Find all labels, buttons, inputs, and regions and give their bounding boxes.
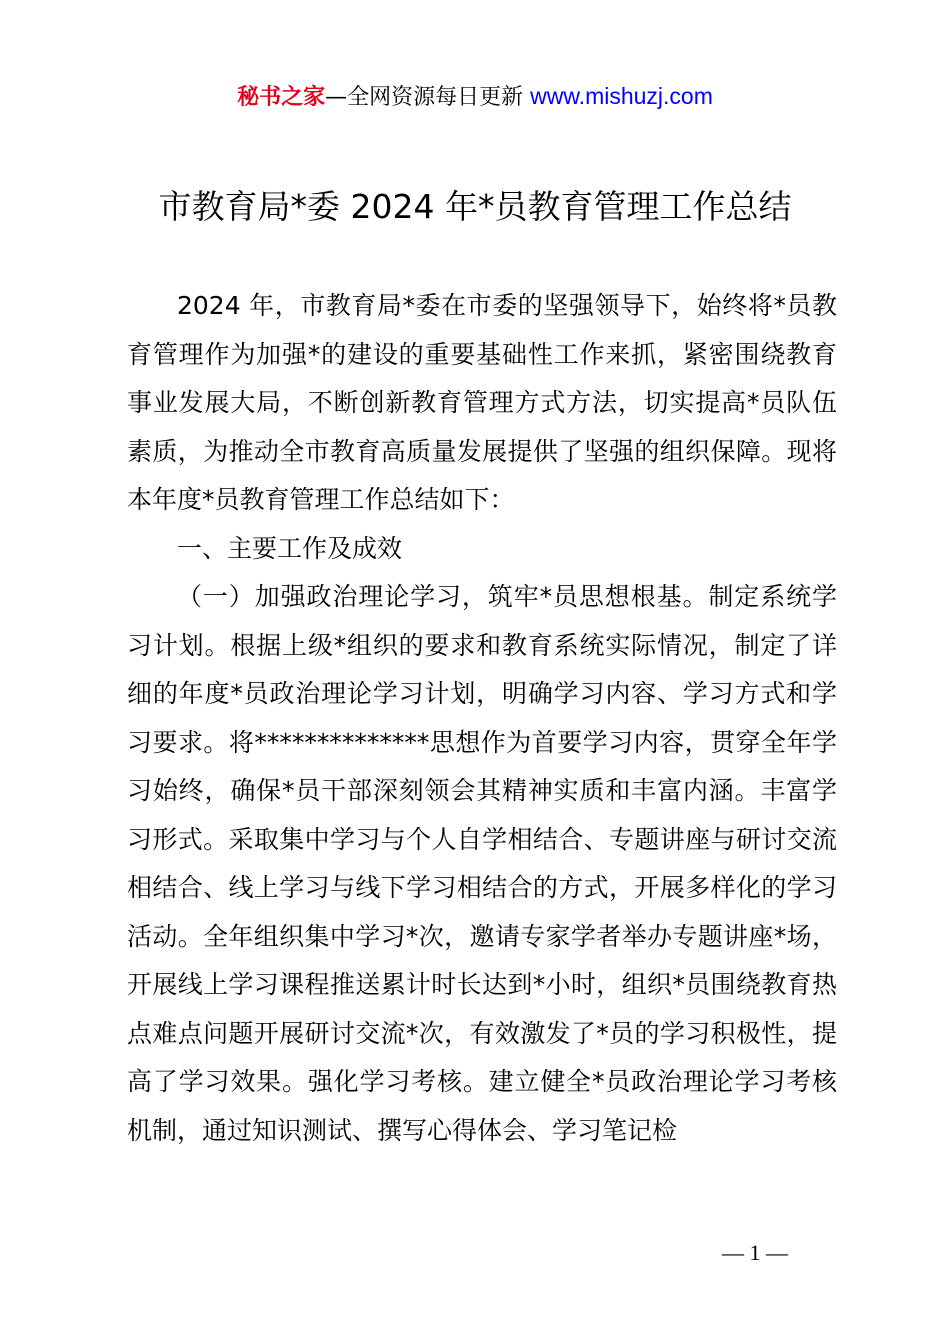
paragraph-intro: 2024 年，市教育局*委在市委的坚强领导下，始终将*员教育管理作为加强*的建设的重要基础性工作来抓，紧密围绕教育事业发展大局，不断创新教育管理方式方法，切实提高*员队伍素质，为推动全市教育高质量发展提供了坚强的组织保障。现将本年度*员教育管理工作总结如下： <box>127 291 837 514</box>
site-brand: 秘书之家 <box>237 85 326 110</box>
site-tagline: —全网资源每日更新 <box>325 85 531 110</box>
page-number: — 1 — <box>722 1240 788 1265</box>
site-url[interactable]: www.mishuzj.com <box>530 83 713 109</box>
document-title: 市教育局*委 2024 年*员教育管理工作总结 <box>158 187 792 226</box>
section-heading: 一、主要工作及成效 <box>177 533 403 563</box>
paragraph-section-1: （一）加强政治理论学习，筑牢*员思想根基。制定系统学习计划。根据上级*组织的要求和教育系统实际情况，制定了详细的年度*员政治理论学习计划，明确学习内容、学习方式和学习要求。将**************思想作为首要学习内容，贯穿全年学习始终，确保*员干部深刻领会其精神实质和丰富内涵。丰富学习形式。采取集中学习与个人自学相结合、专题讲座与研讨交流相结合、线上学习与线下学习相结合的方式，开展多样化的学习活动。全年组织集中学习*次，邀请专家学者举办专题讲座*场，开展线上学习课程推送累计时长达到*小时，组织*员围绕教育热点难点问题开展研讨交流*次，有效激发了*员的学习积极性，提高了学习效果。强化学习考核。建立健全*员政治理论学习考核机制，通过知识测试、撰写心得体会、学习笔记检 <box>127 582 837 1145</box>
document-body <box>127 282 837 1155</box>
site-banner <box>0 80 950 114</box>
